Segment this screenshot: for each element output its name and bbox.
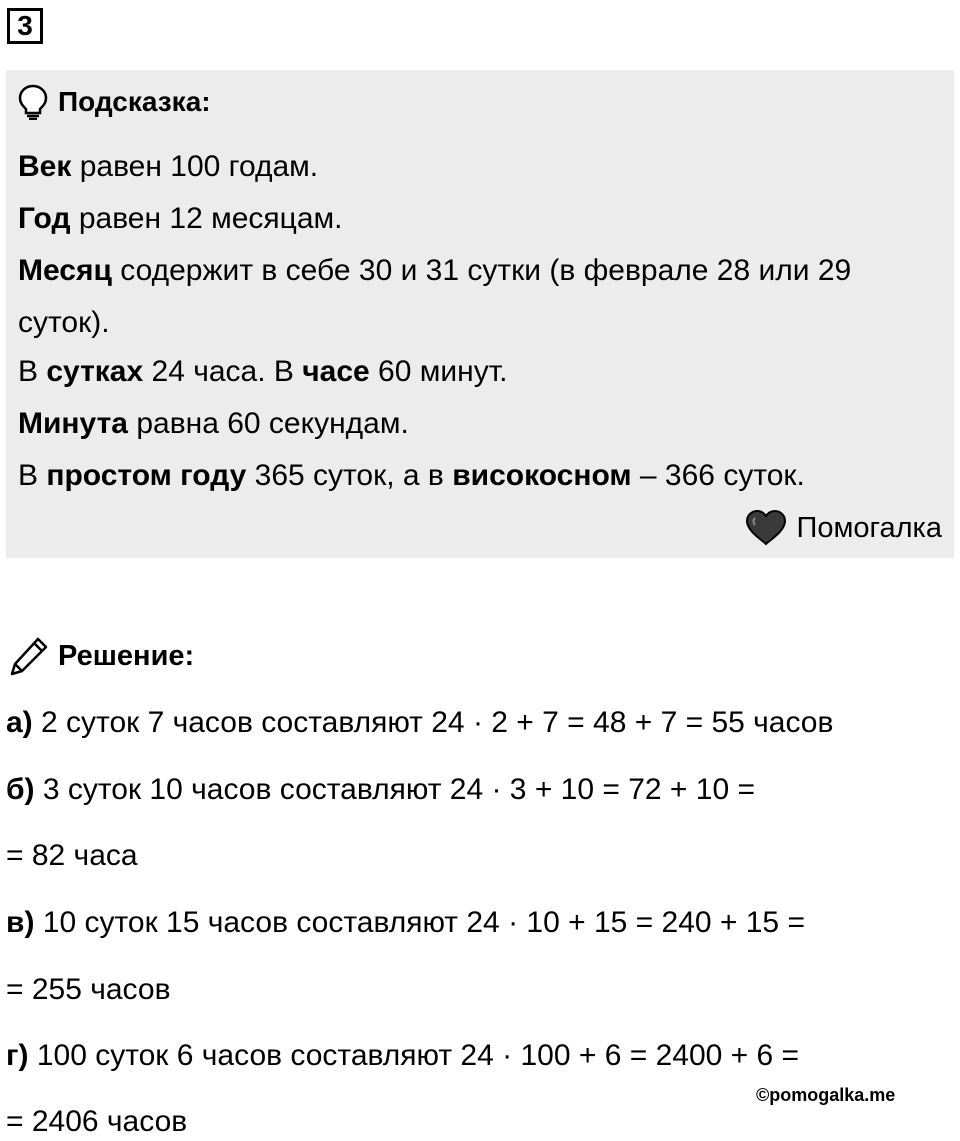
copyright: ©pomogalka.me — [756, 1085, 896, 1105]
hint-line: В простом году 365 суток, а в високосном – 366 суток. — [18, 459, 805, 492]
solution-line: = 255 часов — [6, 973, 171, 1006]
solution-header — [8, 636, 194, 676]
solution-line: в) 10 суток 15 часов составляют 24 · 10 + 15 = 240 + 15 = — [6, 906, 805, 939]
hint-line: Год равен 12 месяцам. — [18, 202, 343, 235]
solution-line: = 2406 часов — [6, 1105, 188, 1138]
solution-title: Решение: — [58, 639, 195, 672]
brand-logo — [745, 510, 942, 546]
hint-line: Минута равна 60 секундам. — [18, 407, 409, 440]
hint-header — [18, 84, 211, 120]
hint-line: Месяц содержит в себе 30 и 31 сутки (в феврале 28 или 29 — [18, 254, 852, 287]
task-number: 3 — [7, 8, 43, 44]
heart-icon — [745, 510, 787, 546]
solution-line: а) 2 суток 7 часов составляют 24 · 2 + 7 = 48 + 7 = 55 часов — [6, 706, 834, 739]
hint-line: Век равен 100 годам. — [18, 150, 319, 183]
hint-line: суток). — [18, 306, 110, 339]
hint-line: В сутках 24 часа. В часе 60 минут. — [18, 355, 508, 388]
solution-line: г) 100 суток 6 часов составляют 24 · 100 + 6 = 2400 + 6 = — [6, 1039, 800, 1072]
brand-name: Помогалка — [796, 511, 942, 544]
hint-box — [6, 70, 954, 558]
solution-line: = 82 часа — [6, 839, 138, 872]
solution-line: б) 3 суток 10 часов составляют 24 · 3 + 10 = 72 + 10 = — [6, 773, 756, 806]
hint-title: Подсказка: — [58, 86, 211, 117]
lightbulb-icon — [18, 84, 48, 120]
pencil-icon — [8, 636, 50, 676]
